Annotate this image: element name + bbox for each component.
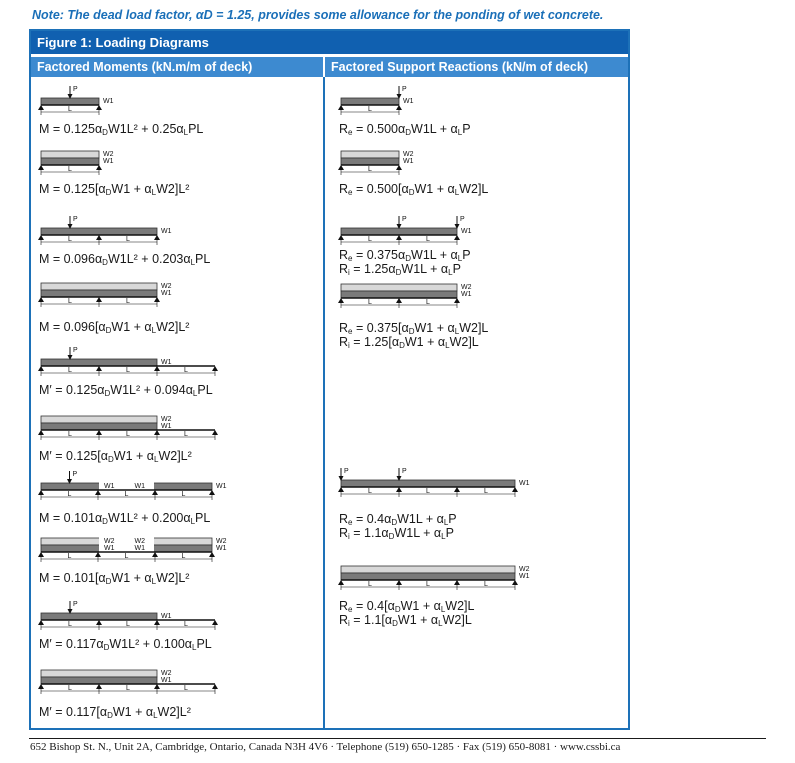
span-length-label: L [68,236,72,243]
span-length-label: L [368,581,372,588]
beam-diagram [39,533,239,563]
span-length-label: L [368,299,372,306]
w2-label: W2 [519,566,530,573]
w1-label: W1 [461,228,472,235]
moment-case-3 [39,216,319,271]
w1-load-bar [41,677,157,684]
w2-label: W2 [104,538,115,545]
w1-label: W1 [161,359,172,366]
w1-label: W1 [461,291,472,298]
w2-label: W2 [216,538,227,545]
moment-case-2 [39,146,319,204]
span-length-label: L [184,621,188,628]
reaction-formula-re: $R_e = 0.4[\alpha_DW1 + \alpha_LW2]L$ [339,599,475,614]
span-length-label: L [126,431,130,438]
span-length-label: L [368,106,372,113]
w2-label: W2 [134,538,145,545]
beam-diagram [39,601,239,631]
reaction-formula-re: $R_e = 0.4\alpha_DW1L + \alpha_LP$ [339,512,457,527]
beam-diagram [339,146,539,176]
moment-formula: $M = 0.096\alpha_DW1L^2 + 0.203\alpha_LPL$ [39,252,211,267]
moment-formula: $M' = 0.125[\alpha_DW1 + \alpha_LW2]L^2$ [39,449,192,464]
reactions-column-header: Factored Support Reactions (kN/m of deck) [325,57,628,77]
w2-label: W2 [161,416,172,423]
reaction-formula-re: $R_e = 0.375\alpha_DW1L + \alpha_LP$ [339,248,471,263]
reaction-formula-re: $R_e = 0.375[\alpha_DW1 + \alpha_LW2]L$ [339,321,489,336]
w1-label: W1 [134,483,145,490]
reaction-formula-ri: $R_i = 1.1[\alpha_DW1 + \alpha_LW2]L$ [339,613,472,628]
w1-label: W1 [134,545,145,552]
w1-label: W1 [216,483,227,490]
w1-load-bar [41,228,157,235]
point-load-label: P [460,216,465,223]
w1-load-bar [341,158,399,165]
beam-diagram [39,216,239,246]
beam-diagram [39,665,239,695]
moment-case-10 [39,665,319,725]
reaction-case-4 [339,279,619,349]
beam-diagram [339,468,549,498]
w2-label: W2 [461,284,472,291]
beam-diagram [339,86,539,116]
w2-label: W2 [403,151,414,158]
w1-label: W1 [104,545,115,552]
point-load-label: P [72,471,78,478]
span-length-label: L [68,431,72,438]
w1-label: W1 [161,423,172,430]
moment-case-9 [39,601,319,656]
w2-load-bar [41,416,157,423]
w1-label: W1 [216,545,227,552]
w1-label: W1 [103,98,114,105]
span-length-label: L [426,299,430,306]
reaction-case-2 [339,146,619,204]
w2-load-bar [341,151,399,158]
point-load-label: P [73,216,78,223]
moment-case-4 [39,278,319,336]
w1-label: W1 [161,290,172,297]
span-length-label: L [184,431,188,438]
w2-label: W2 [161,283,172,290]
beam-diagram [39,411,239,441]
w1-load-bar [341,291,457,298]
span-length-label: L [126,621,130,628]
reaction-formula: $R_e = 0.500\alpha_DW1L + \alpha_LP$ [339,122,471,137]
span-length-label: L [68,298,72,305]
w1-label: W1 [104,483,115,490]
span-length-label: L [184,367,188,374]
reaction-case-6 [339,561,619,631]
moment-formula: $M = 0.101[\alpha_DW1 + \alpha_LW2]L^2$ [39,571,190,586]
dead-load-note: Note: The dead load factor, αD = 1.25, provides some allowance for the ponding of wet concrete. [32,8,604,22]
w1-label: W1 [403,98,414,105]
span-length-label: L [126,236,130,243]
column-divider [323,77,325,728]
reaction-case-5 [339,468,619,541]
span-length-label: L [181,553,186,560]
w1-load-bar [341,98,399,105]
figure-title: Figure 1: Loading Diagrams [31,31,628,54]
w1-label: W1 [519,480,530,487]
w1-load-bar [41,290,157,297]
point-load-label: P [73,86,78,93]
moment-formula: $M = 0.096[\alpha_DW1 + \alpha_LW2]L^2$ [39,320,190,335]
moment-case-8 [39,533,319,591]
span-length-label: L [68,367,72,374]
w2-load-bar [341,284,457,291]
moment-formula: $M = 0.125[\alpha_DW1 + \alpha_LW2]L^2$ [39,182,190,197]
moment-case-7 [39,471,319,526]
w1-load-bar [41,613,157,620]
moment-case-1 [39,86,319,141]
span-length-label: L [426,488,430,495]
point-load-label: P [402,216,407,223]
beam-diagram [39,86,239,116]
w1-label: W1 [161,677,172,684]
span-length-label: L [368,488,372,495]
span-length-label: L [67,491,72,498]
span-length-label: L [68,106,72,113]
point-load-label: P [402,86,407,93]
w1-load-bar [41,359,157,366]
w1-load-bar [341,228,457,235]
point-load-label: P [73,347,78,354]
w1-label: W1 [519,573,530,580]
loading-diagrams-figure [29,29,630,730]
beam-diagram [39,146,239,176]
reaction-formula-ri: $R_i = 1.25\alpha_DW1L + \alpha_LP$ [339,262,461,277]
moment-case-5 [39,347,319,402]
w1-load-bar [341,480,515,487]
point-load-label: P [73,601,78,608]
w1-load-bar [41,423,157,430]
w1-load-bar [341,573,515,580]
span-length-label: L [368,166,372,173]
moments-column-header: Factored Moments (kN.m/m of deck) [31,57,323,77]
span-length-label: L [124,491,129,498]
span-length-label: L [184,685,188,692]
w2-load-bar [341,566,515,573]
span-length-label: L [67,553,72,560]
moment-formula: $M = 0.101\alpha_DW1L^2 + 0.200\alpha_LPL$ [39,511,211,526]
span-length-label: L [124,553,129,560]
reaction-case-3 [339,216,619,276]
beam-diagram [339,561,549,591]
span-length-label: L [368,236,372,243]
span-length-label: L [126,685,130,692]
beam-diagram [39,471,239,501]
w1-label: W1 [103,158,114,165]
span-length-label: L [68,621,72,628]
footer-address: 652 Bishop St. N., Unit 2A, Cambridge, Ontario, Canada N3H 4V6 · Telephone (519) 650-1285 · Fax (519) 650-8081 · www.cssbi.ca [30,741,621,753]
w2-load-bar [41,283,157,290]
reaction-formula-ri: $R_i = 1.1\alpha_DW1L + \alpha_LP$ [339,526,454,541]
span-length-label: L [126,298,130,305]
w2-load-bar [41,151,99,158]
w1-load-bar [41,98,99,105]
reaction-formula: $R_e = 0.500[\alpha_DW1 + \alpha_LW2]L$ [339,182,489,197]
moment-formula: $M' = 0.117\alpha_DW1L^2 + 0.100\alpha_LPL$ [39,637,212,652]
w2-load-bar [41,670,157,677]
point-load-label: P [344,468,349,475]
span-length-label: L [126,367,130,374]
beam-diagram [39,347,239,377]
span-length-label: L [484,581,488,588]
w1-load-bar [41,158,99,165]
moment-formula: $M = 0.125\alpha_DW1L^2 + 0.25\alpha_LPL$ [39,122,204,137]
w2-label: W2 [161,670,172,677]
span-length-label: L [426,236,430,243]
moment-case-6 [39,411,319,469]
beam-diagram [339,216,539,246]
span-length-label: L [484,488,488,495]
w1-label: W1 [161,228,172,235]
footer-rule [29,738,766,739]
reaction-formula-ri: $R_i = 1.25[\alpha_DW1 + \alpha_LW2]L$ [339,335,479,350]
span-length-label: L [68,166,72,173]
span-length-label: L [426,581,430,588]
point-load-label: P [402,468,407,475]
moment-formula: $M' = 0.117[\alpha_DW1 + \alpha_LW2]L^2$ [39,705,191,720]
w2-label: W2 [103,151,114,158]
w1-label: W1 [161,613,172,620]
w1-label: W1 [403,158,414,165]
reaction-case-1 [339,86,619,141]
span-length-label: L [181,491,186,498]
span-length-label: L [68,685,72,692]
beam-diagram [339,279,539,309]
beam-diagram [39,278,239,308]
moment-formula: $M' = 0.125\alpha_DW1L^2 + 0.094\alpha_LPL$ [39,383,213,398]
